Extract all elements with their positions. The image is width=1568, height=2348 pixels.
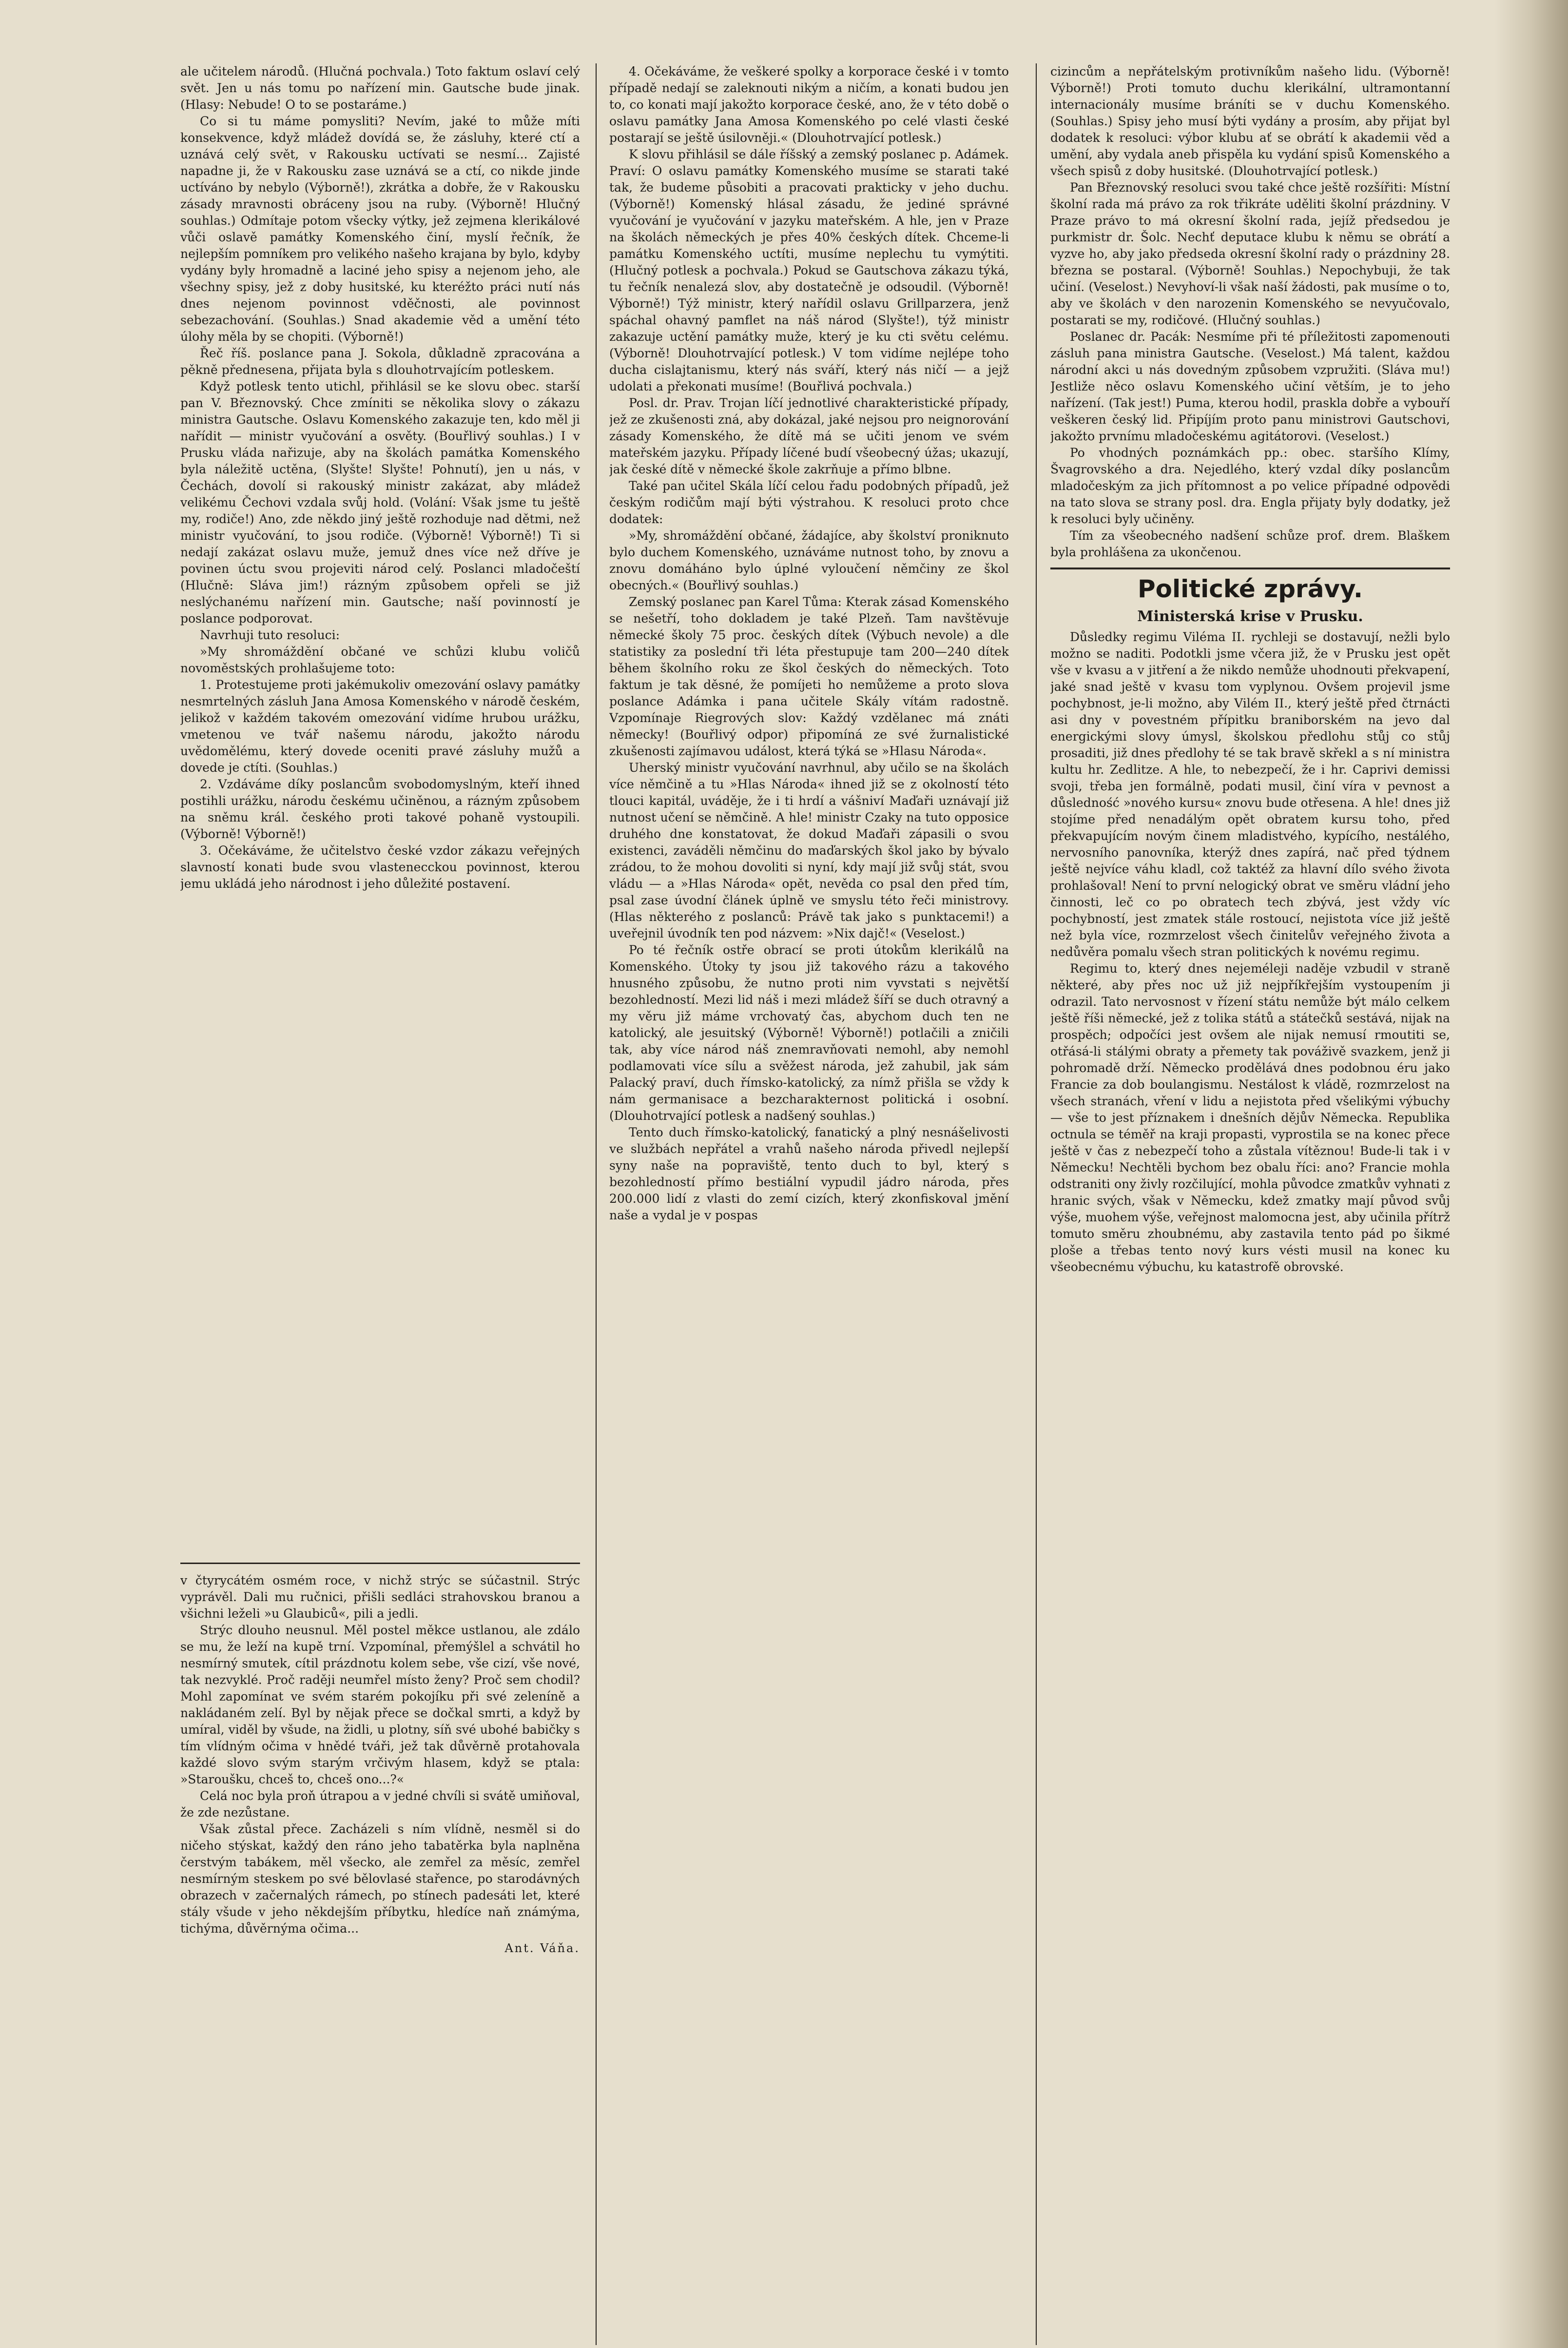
col2-paragraph: Zemský poslanec pan Karel Tůma: Kterak zásad Komenského se nešetří, toho dokladem je také Plzeň. Tam navštěvuje německé školy 75 proc. českých dítek (Výbuch nevole) a dle statistiky za poslední tři léta přestupuje tam 200—240 dítek během školního roku ze škol českých do německých. Toto faktum je tak děsné, že pomíjeti ho nemůžeme a proto slova poslance Adámka i pana učitele Skály vítám radostně. Vzpomínaje Riegrových slov: Každý vzdělanec má znáti německy! (Bouřlivý odpor) připomíná ze své žurnalistické zkušenosti zajímavou událost, která týká se »Hlasu Národa«.	[609, 595, 1009, 758]
col2-paragraph: Také pan učitel Skála líčí celou řadu podobných případů, jež českým rodičům mají býti výstrahou. K resoluci proto chce dodatek:	[609, 479, 1009, 526]
col2-paragraph: 4. Očekáváme, že veškeré spolky a korporace české i v tomto případě nedají se zaleknouti nikým a ničím, a konati budou jen to, co konati mají jakožto korporace české, ano, že v této době o oslavu památky Jana Amosa Komenského po celé vlasti české postarají se ještě úsilovněji.« (Dlouhotrvající potlesk.)	[609, 64, 1009, 145]
section-title: Politické zprávy.	[1137, 575, 1363, 603]
col3-paragraph: Regimu to, který dnes nejeméleji naděje vzbudil v straně některé, aby přes noc už již nejpříkřejším vystoupením ji odrazil. Tato nervosnost v řízení státu nemůže být málo celkem ještě říši německé, jež z tolika států a státečků sestává, nijak na prospěch; odpočíci jest ovšem ale nijak nemusí rmoutiti se, otřásá-li stálými obraty a přemety tak pováživě svazkem, jenž ji pohromadě drží. Německo prodělává dnes podobnou éru jako Francie za dob boulangismu. Nestálost k vládě, rozmrzelost na všech stranách, vření v lidu a nejistota před všelikými výbuchy — vše to jest příznakem i dnešních dějův Německa. Republika octnula se téměř na kraji propasti, vyprostila se na konec přece ještě v čas z nebezpečí toho a zůstala vítěznou! Bude-li tak i v Německu! Nechtěli bychom bez obalu říci: ano? Francie mohla odstraniti ony živly rozčilující, mohla původce zmatkův vyhnati z hranic svých, však v Německu, kdež zmatky mají původ svůj výše, muohem výše, veřejnost malomocna jest, aby učinila přítrž tomuto směru zhoubnému, aby zastavila tento pád po šikmé ploše a třebas tento nový kurs vésti musil na konec ku všeobecnému výbuchu, ku katastrofě obrovské.	[1050, 961, 1450, 1274]
col2-paragraph: Posl. dr. Prav. Trojan líčí jednotlivé charakteristické případy, jež ze zkušenosti zná, aby dokázal, jaké nejsou pro neignorování zásady Komenského, že dítě má se učiti jenom ve svém mateřském jazyku. Případy líčené budí všeobecný úžas; ukazují, jak české dítě v německé škole zakrňuje a přímo blbne.	[609, 396, 1009, 476]
col2-paragraph: Tento duch římsko-katolický, fanatický a plný nesnášelivosti ve službách nepřátel a vrahů našeho národa přivedl nejlepší syny naše na popraviště, tento duch to byl, který s bezohledností přímo bestiální vypudil jádro národa, přes 200.000 lidí z vlasti do zemí cizích, který zkonfiskoval jmění naše a vydal je v pospas	[609, 1125, 1009, 1222]
feuilleton-paragraph: Strýc dlouho neusnul. Měl postel měkce ustlanou, ale zdálo se mu, že leží na kupě trní. Vzpomínal, přemýšlel a schvátil ho nesmírný smutek, cítil prázdnotu kolem sebe, vše cizí, vše nové, tak nezvyklé. Proč raději neumřel místo ženy? Proč sem chodil? Mohl zapomínat ve svém starém pokojíku při své zeleníně a nakládaném zelí. Byl by nějak přece se dočkal smrti, a když by umíral, viděl by všude, na židli, u plotny, síň své ubohé babičky s tím vlídným očima v hnědé tváři, jež tak důvěrně protahovala každé slovo svým starým vrčivým hlasem, když se ptala: »Staroušku, chceš to, chceš ono...?«	[180, 1623, 580, 1786]
author-signature: Ant. Váňa.	[504, 1941, 580, 1955]
col3-paragraph: Důsledky regimu Viléma II. rychleji se dostavují, nežli bylo možno se naditi. Podotkli jsme včera již, že v Prusku jest opět vše v kvasu a v jitření a že nikdo nemůže uhodnouti překvapení, jaké snad ještě v kvasu tom vyplynou. Ovšem projevil jsme pochybnost, je-li možno, aby Vilém II., který ještě před čtrnácti asi dny v povestném přípitku braniborském na jevo dal energickými slovy úmysl, školskou předlohu stůj co stůj prosaditi, již dnes předlohy té se tak bravě skřekl a s ní ministra kultu hr. Zedlitze. A hle, to nebezpečí, že i hr. Caprivi demissi svoji, třeba jen formálně, podati musil, činí víra v pevnost a důsledność »nového kursu« znovu bude otřesena. A hle! dnes již stojíme před nenadálým opět obratem kursu toho, před překvapujícím novým činem mladistvého, kypícího, nestálého, nervosního panovníka, kterýž dnes zapírá, nač před týdnem ještě nejvíce váhu kladl, což taktéž za hlavní dílo svého života prohlašoval! Není to první nelogický obrat ve směru vládní jeho činnosti, leč co po obratech tech zbývá, jest vždy víc pochybností, jest zmatek stále rostoucí, nejistota více již ještě než byla více, rozmrzelost všech činitelův veřejného života a nedůvěra pomalu všech stran politických k novému regimu.	[1050, 630, 1450, 959]
column-2	[609, 63, 1009, 2345]
col3-paragraph: cizincům a nepřátelským protivníkům našeho lidu. (Výborně! Výborně!) Proti tomuto duchu klerikální, ultramontanní internacionály musíme bráníti se v duchu Komenského. (Souhlas.) Spisy jeho musí býti vydány a prosím, aby přijat byl dodatek k resoluci: výbor klubu ať se obrátí k akademii věd a umění, aby vydala aneb přispěla ku vydání spisů Komenského a všech spisů z doby husitské. (Dlouhotrvající potlesk.)	[1050, 64, 1450, 178]
col1-paragraph: ale učitelem národů. (Hlučná pochvala.) Toto faktum oslaví celý svět. Jen u nás tomu po nařízení min. Gautsche bude jinak. (Hlasy: Nebude! O to se postaráme.)	[180, 64, 580, 112]
col1-resolution-point: 1. Protestujeme proti jakémukoliv omezování oslavy památky nesmrtelných zásluh Jana Amosa Komenského v národě českém, jelikož v každém takovém omezování vidíme hrubou urážku, vmetenou ve tvář našemu národu, jakožto národu uvědomělému, který dovede oceniti pravé zásluhy mužů a dovede je ctíti. (Souhlas.)	[180, 678, 580, 775]
col1-paragraph: Řeč říš. poslance pana J. Sokola, důkladně zpracována a pěkně přednesena, přijata byla s dlouhotrvajícím potleskem.	[180, 346, 580, 377]
col3-paragraph: Tím za všeobecného nadšení schůze prof. drem. Blaškem byla prohlášena za ukončenou.	[1050, 528, 1450, 559]
col2-paragraph: »My, shromáždění občané, žádajíce, aby školství proniknuto bylo duchem Komenského, uznáváme nutnost toho, by znovu a znovu domáháno bylo úplné vyloučení němčiny ze škol obecných.« (Bouřlivý souhlas.)	[609, 528, 1009, 592]
col2-paragraph: K slovu přihlásil se dále říšský a zemský poslanec p. Adámek. Praví: O oslavu památky Komenského musíme se starati také tak, že budeme působiti a pracovati prakticky v jeho duchu. (Výborně!) Komenský hlásal zásadu, že jediné správné vyučování je vyučování v jazyku mateřském. A hle, jen v Praze na školách německých je přes 40% českých dítek. Chceme-li památku Komenského uctíti, musíme neplechu tu vymýtiti. (Hlučný potlesk a pochvala.) Pokud se Gautschova zákazu týká, tu řečník nenalezá slov, aby dostatečně je odsoudil. (Výborně! Výborně!) Týž ministr, který nařídil oslavu Grillparzera, jenž spáchal ohavný pamflet na náš národ (Slyšte!), týž ministr zakazuje uctění památky muže, který je ku cti světu celému. (Výborně! Dlouhotrvající potlesk.) V tom vidíme nejlépe toho ducha cislajtanismu, který nás sváří, který nás ničí — a jejž udolati a překonati musíme! (Bouřlivá pochvala.)	[609, 147, 1009, 393]
page-edge-shadow	[1495, 0, 1568, 2348]
column-1-feuilleton	[180, 1572, 580, 2343]
col2-paragraph: Po té řečník ostře obrací se proti útokům klerikálů na Komenského. Útoky ty jsou již takového rázu a takového hnusného způsobu, že nutno proti nim vyvstati s největší bezohledností. Mezi lid náš i mezi mládež šíří se duch otravný a my věru již máme vrchovatý čas, abychom duch ten ne katolický, ale jesuitský (Výborně! Výborně!) potlačili a zničili tak, aby více národ náš znemravňovati nemohl, aby nemohl podlamovati více sílu a svěžest národa, jež zahubil, jak sám Palacký praví, duch římsko-katolický, za nímž přišla se vždy k nám germanisace a bezcharakternost politická i osobní. (Dlouhotrvající potlesk a nadšený souhlas.)	[609, 943, 1009, 1123]
col1-paragraph: Když potlesk tento utichl, přihlásil se ke slovu obec. starší pan V. Březnovský. Chce zmíniti se několika slovy o zákazu ministra Gautsche. Oslavu Komenského zakazuje ten, kdo měl ji nařídit — ministr vyučování a osvěty. (Bouřlivý souhlas.) I v Prusku vláda nařizuje, aby na školách památka Komenského byla náležitě uctěna, (Slyšte! Slyšte! Pohnutí), jen u nás, v Čechách, dovolí si rakouský ministr zakázat, aby mládež velikému Čechovi vzdala svůj hold. (Volání: Však jsme tu ještě my, rodiče!) Ano, zde někdo jiný ještě rozhoduje nad dětmi, než ministr vyučování, to jsou rodiče. (Výborně! Výborně!) Ti si nedají zakázat oslavu muže, jemuž dnes více než dříve je povinen úctu svou projeviti národ celý. Poslanci mladočeští (Hlučně: Sláva jim!) rázným způsobem opřeli se již neslýchanému nařízení min. Gautsche; naší povinností je poslance podporovat.	[180, 379, 580, 626]
column-3	[1050, 63, 1450, 2345]
col1-resolution-point: 3. Očekáváme, že učitelstvo české vzdor zákazu veřejných slavností konati bude svou vlastenecckou povinnost, kterou jemu ukládá jeho národnost i jeho důležité postavení.	[180, 843, 580, 891]
feuilleton-paragraph: Celá noc byla proň útrapou a v jedné chvíli si svátě umiňoval, že zde nezůstane.	[180, 1789, 580, 1820]
column-rule-1	[596, 63, 597, 2345]
feuilleton-paragraph: v čtyrycátém osmém roce, v nichž strýc se súčastnil. Strýc vyprávěl. Dali mu ručnici, přišli sedláci strahovskou branou a všichni leželi »u Glaubiců«, pili a jedli.	[180, 1573, 580, 1621]
col2-paragraph: Uherský ministr vyučování navrhnul, aby učilo se na školách více němčině a tu »Hlas Národa« ihned již se z okolností této tlouci kapitál, uváděje, že i ti hrdí a vášniví Maďaři uznávají již nutnost učení se němčině. A hle! ministr Czaky na tuto opposice druhého dne konstatovat, že dokud Maďaři zápasili o svou existenci, zaváděli němčinu do maďarských škol jako by bývalo zrádou, to že mohou dovoliti si nyní, kdy mají již svůj stát, svou vládu — a »Hlas Národa« opět, nevěda co psal den před tím, psal zase úvodní článek úplně ve smyslu této řeči ministrovy. (Hlas některého z poslanců: Právě tak jako s punktacemi!) a uveřejnil úvodník ten pod názvem: »Nix dajč!« (Veselost.)	[609, 761, 1009, 940]
col1-resolution-point: 2. Vzdáváme díky poslancům svobodomyslným, kteří ihned postihli urážku, národu českému učiněnou, a rázným způsobem na sněmu král. českého proti takové pohaně vystoupili. (Výborně! Výborně!)	[180, 777, 580, 841]
feuilleton-paragraph: Však zůstal přece. Zacházeli s ním vlídně, nesměl si do ničeho stýskat, každý den ráno jeho tabatěrka byla naplněna čerstvým tabákem, měl všecko, ale zemřel za měsíc, zemřel nesmírným steskem po své bělovlasé stařence, po starodávných obrazech v začernalých rámech, po stínech padesáti let, které stály všude v jeho někdejším příbytku, hledíce naň známýma, tichýma, důvěrnýma očima...	[180, 1822, 580, 1936]
section-divider	[1050, 567, 1450, 569]
section-subtitle: Ministerská krise v Prusku.	[1137, 608, 1363, 625]
column-rule-2	[1036, 63, 1037, 2345]
col3-paragraph: Pan Březnovský resoluci svou také chce ještě rozšířiti: Místní školní rada má právo za rok třikráte uděliti školní prázdniny. V Praze právo to má okresní školní rada, jejíž předsedou je purkmistr dr. Šolc. Nechť deputace klubu k němu se obrátí a vyzve ho, aby jako předseda okresní školní rady o prázdniny 28. března se postaral. (Výborně! Souhlas.) Nepochybuji, že tak učiní. (Veselost.) Nevyhoví-li však naší žádosti, pak musíme o to, aby ve školách v den narozenin Komenského se nevyučovalo, postarati se my, rodičové. (Hlučný souhlas.)	[1050, 180, 1450, 327]
col1-paragraph: Co si tu máme pomysliti? Nevím, jaké to může míti konsekvence, když mládež dovídá se, že zásluhy, které ctí a uznává celý svět, v Rakousku uctívati se nesmí... Zajisté napadne ji, že v Rakousku zase uznává se a ctí, co nikde jinde uctíváno by nebylo (Výborně!), zkrátka a dobře, že v Rakousku zásady mravnosti obráceny jsou na ruby. (Výborně! Hlučný souhlas.) Odmítaje potom všecky výtky, jež zejmena klerikálové vůči oslavě památky Komenského činí, myslí řečník, že nejlepším pomníkem pro velikého našeho krajana by bylo, kdyby vydány byly hromadně a laciné jeho spisy a nejenom jeho, ale všechny spisy, jež z doby husitské, ku kteréžto práci nutí nás dnes nejenom povinnost vděčnosti, ale povinnost sebezachování. (Souhlas.) Snad akademie věd a umění této úlohy měla by se chopiti. (Výborně!)	[180, 114, 580, 344]
col3-paragraph: Poslanec dr. Pacák: Nesmíme při té příležitosti zapomenouti zásluh pana ministra Gautsche. (Veselost.) Má talent, každou národní akci u nás dovedným způsobem vzpružiti. (Sláva mu!) Jestliže něco oslavu Komenského učiní větším, je to jeho nařízení. (Tak jest!) Puma, kterou hodil, praskla dobře a vybouří veškeren český lid. Připíjím proto panu ministrovi Gautschovi, jakožto prvnímu mladočeskému agitátorovi. (Veselost.)	[1050, 330, 1450, 443]
col1-paragraph: Navrhuji tuto resoluci:	[200, 628, 340, 642]
col3-paragraph: Po vhodných poznámkách pp.: obec. staršího Klímy, Švagrovského a dra. Nejedlého, který vzdal díky poslancům mladočeským za jich přítomnost a po velice případné odpovědi na tato slova se strany posl. dra. Engla přijaty byly dodatky, jež k resoluci byly učiněny.	[1050, 446, 1450, 526]
column-1-divider	[180, 1563, 580, 1564]
col1-paragraph: »My shromáždění občané ve schůzi klubu voličů novoměstských prohlašujeme toto:	[180, 645, 580, 675]
